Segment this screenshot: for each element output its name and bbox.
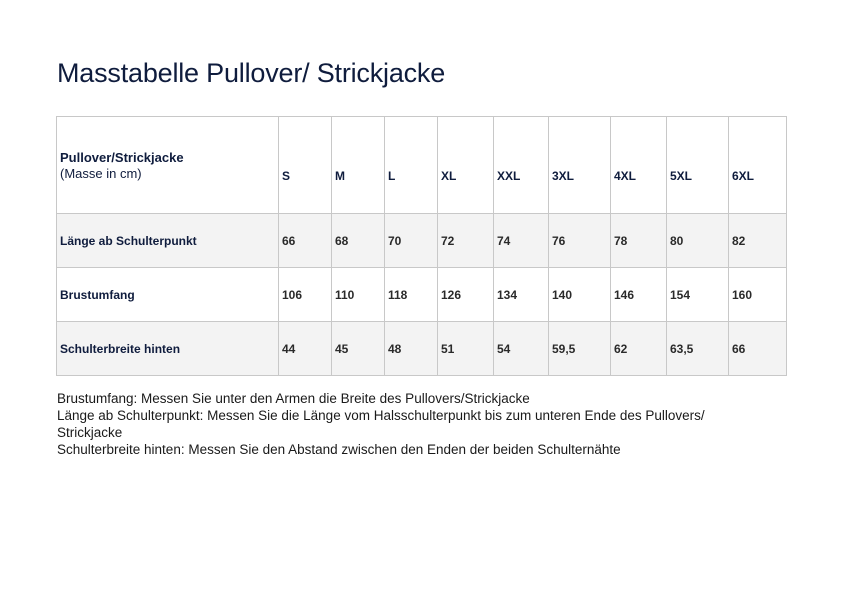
table-cell: 63,5 bbox=[667, 322, 729, 376]
note-schulterbreite: Schulterbreite hinten: Messen Sie den Abstand zwischen den Enden der beiden Schulternähte bbox=[57, 442, 621, 457]
row-label-schulterbreite: Schulterbreite hinten bbox=[57, 322, 279, 376]
row-label-laenge: Länge ab Schulterpunkt bbox=[57, 214, 279, 268]
table-cell: 74 bbox=[494, 214, 549, 268]
table-cell: 118 bbox=[385, 268, 438, 322]
table-row bbox=[57, 214, 787, 268]
table-cell: 106 bbox=[279, 268, 332, 322]
table-corner-cell bbox=[57, 117, 279, 214]
size-header-4xl: 4XL bbox=[611, 117, 667, 214]
size-header-l: L bbox=[385, 117, 438, 214]
table-cell: 134 bbox=[494, 268, 549, 322]
page-title: Masstabelle Pullover/ Strickjacke bbox=[57, 58, 446, 88]
size-header-6xl: 6XL bbox=[729, 117, 787, 214]
row-label-brustumfang: Brustumfang bbox=[57, 268, 279, 322]
table-cell: 59,5 bbox=[549, 322, 611, 376]
table-cell: 66 bbox=[279, 214, 332, 268]
table-cell: 126 bbox=[438, 268, 494, 322]
table-corner-title: Pullover/Strickjacke bbox=[60, 149, 184, 165]
table-header-row bbox=[57, 117, 787, 214]
table-cell: 160 bbox=[729, 268, 787, 322]
size-header-5xl: 5XL bbox=[667, 117, 729, 214]
table-cell: 110 bbox=[332, 268, 385, 322]
table-row bbox=[57, 322, 787, 376]
size-header-xl: XL bbox=[438, 117, 494, 214]
table-corner-subtitle: (Masse in cm) bbox=[60, 165, 142, 181]
table-cell: 70 bbox=[385, 214, 438, 268]
table-cell: 80 bbox=[667, 214, 729, 268]
table-cell: 45 bbox=[332, 322, 385, 376]
size-header-xxl: XXL bbox=[494, 117, 549, 214]
size-chart-table bbox=[56, 116, 787, 376]
table-cell: 82 bbox=[729, 214, 787, 268]
table-cell: 140 bbox=[549, 268, 611, 322]
note-laenge: Länge ab Schulterpunkt: Messen Sie die Länge vom Halsschulterpunkt bis zum unteren Ende des Pullovers/ Strickjacke bbox=[57, 408, 705, 440]
table-row bbox=[57, 268, 787, 322]
table-cell: 66 bbox=[729, 322, 787, 376]
note-brustumfang: Brustumfang: Messen Sie unter den Armen die Breite des Pullovers/Strickjacke bbox=[57, 391, 530, 406]
table-cell: 78 bbox=[611, 214, 667, 268]
size-header-s: S bbox=[279, 117, 332, 214]
table-cell: 62 bbox=[611, 322, 667, 376]
size-header-3xl: 3XL bbox=[549, 117, 611, 214]
table-cell: 76 bbox=[549, 214, 611, 268]
size-header-m: M bbox=[332, 117, 385, 214]
table-cell: 154 bbox=[667, 268, 729, 322]
table-cell: 44 bbox=[279, 322, 332, 376]
table-cell: 51 bbox=[438, 322, 494, 376]
table-cell: 68 bbox=[332, 214, 385, 268]
table-cell: 54 bbox=[494, 322, 549, 376]
table-cell: 48 bbox=[385, 322, 438, 376]
table-cell: 146 bbox=[611, 268, 667, 322]
table-cell: 72 bbox=[438, 214, 494, 268]
measurement-notes bbox=[57, 390, 757, 458]
